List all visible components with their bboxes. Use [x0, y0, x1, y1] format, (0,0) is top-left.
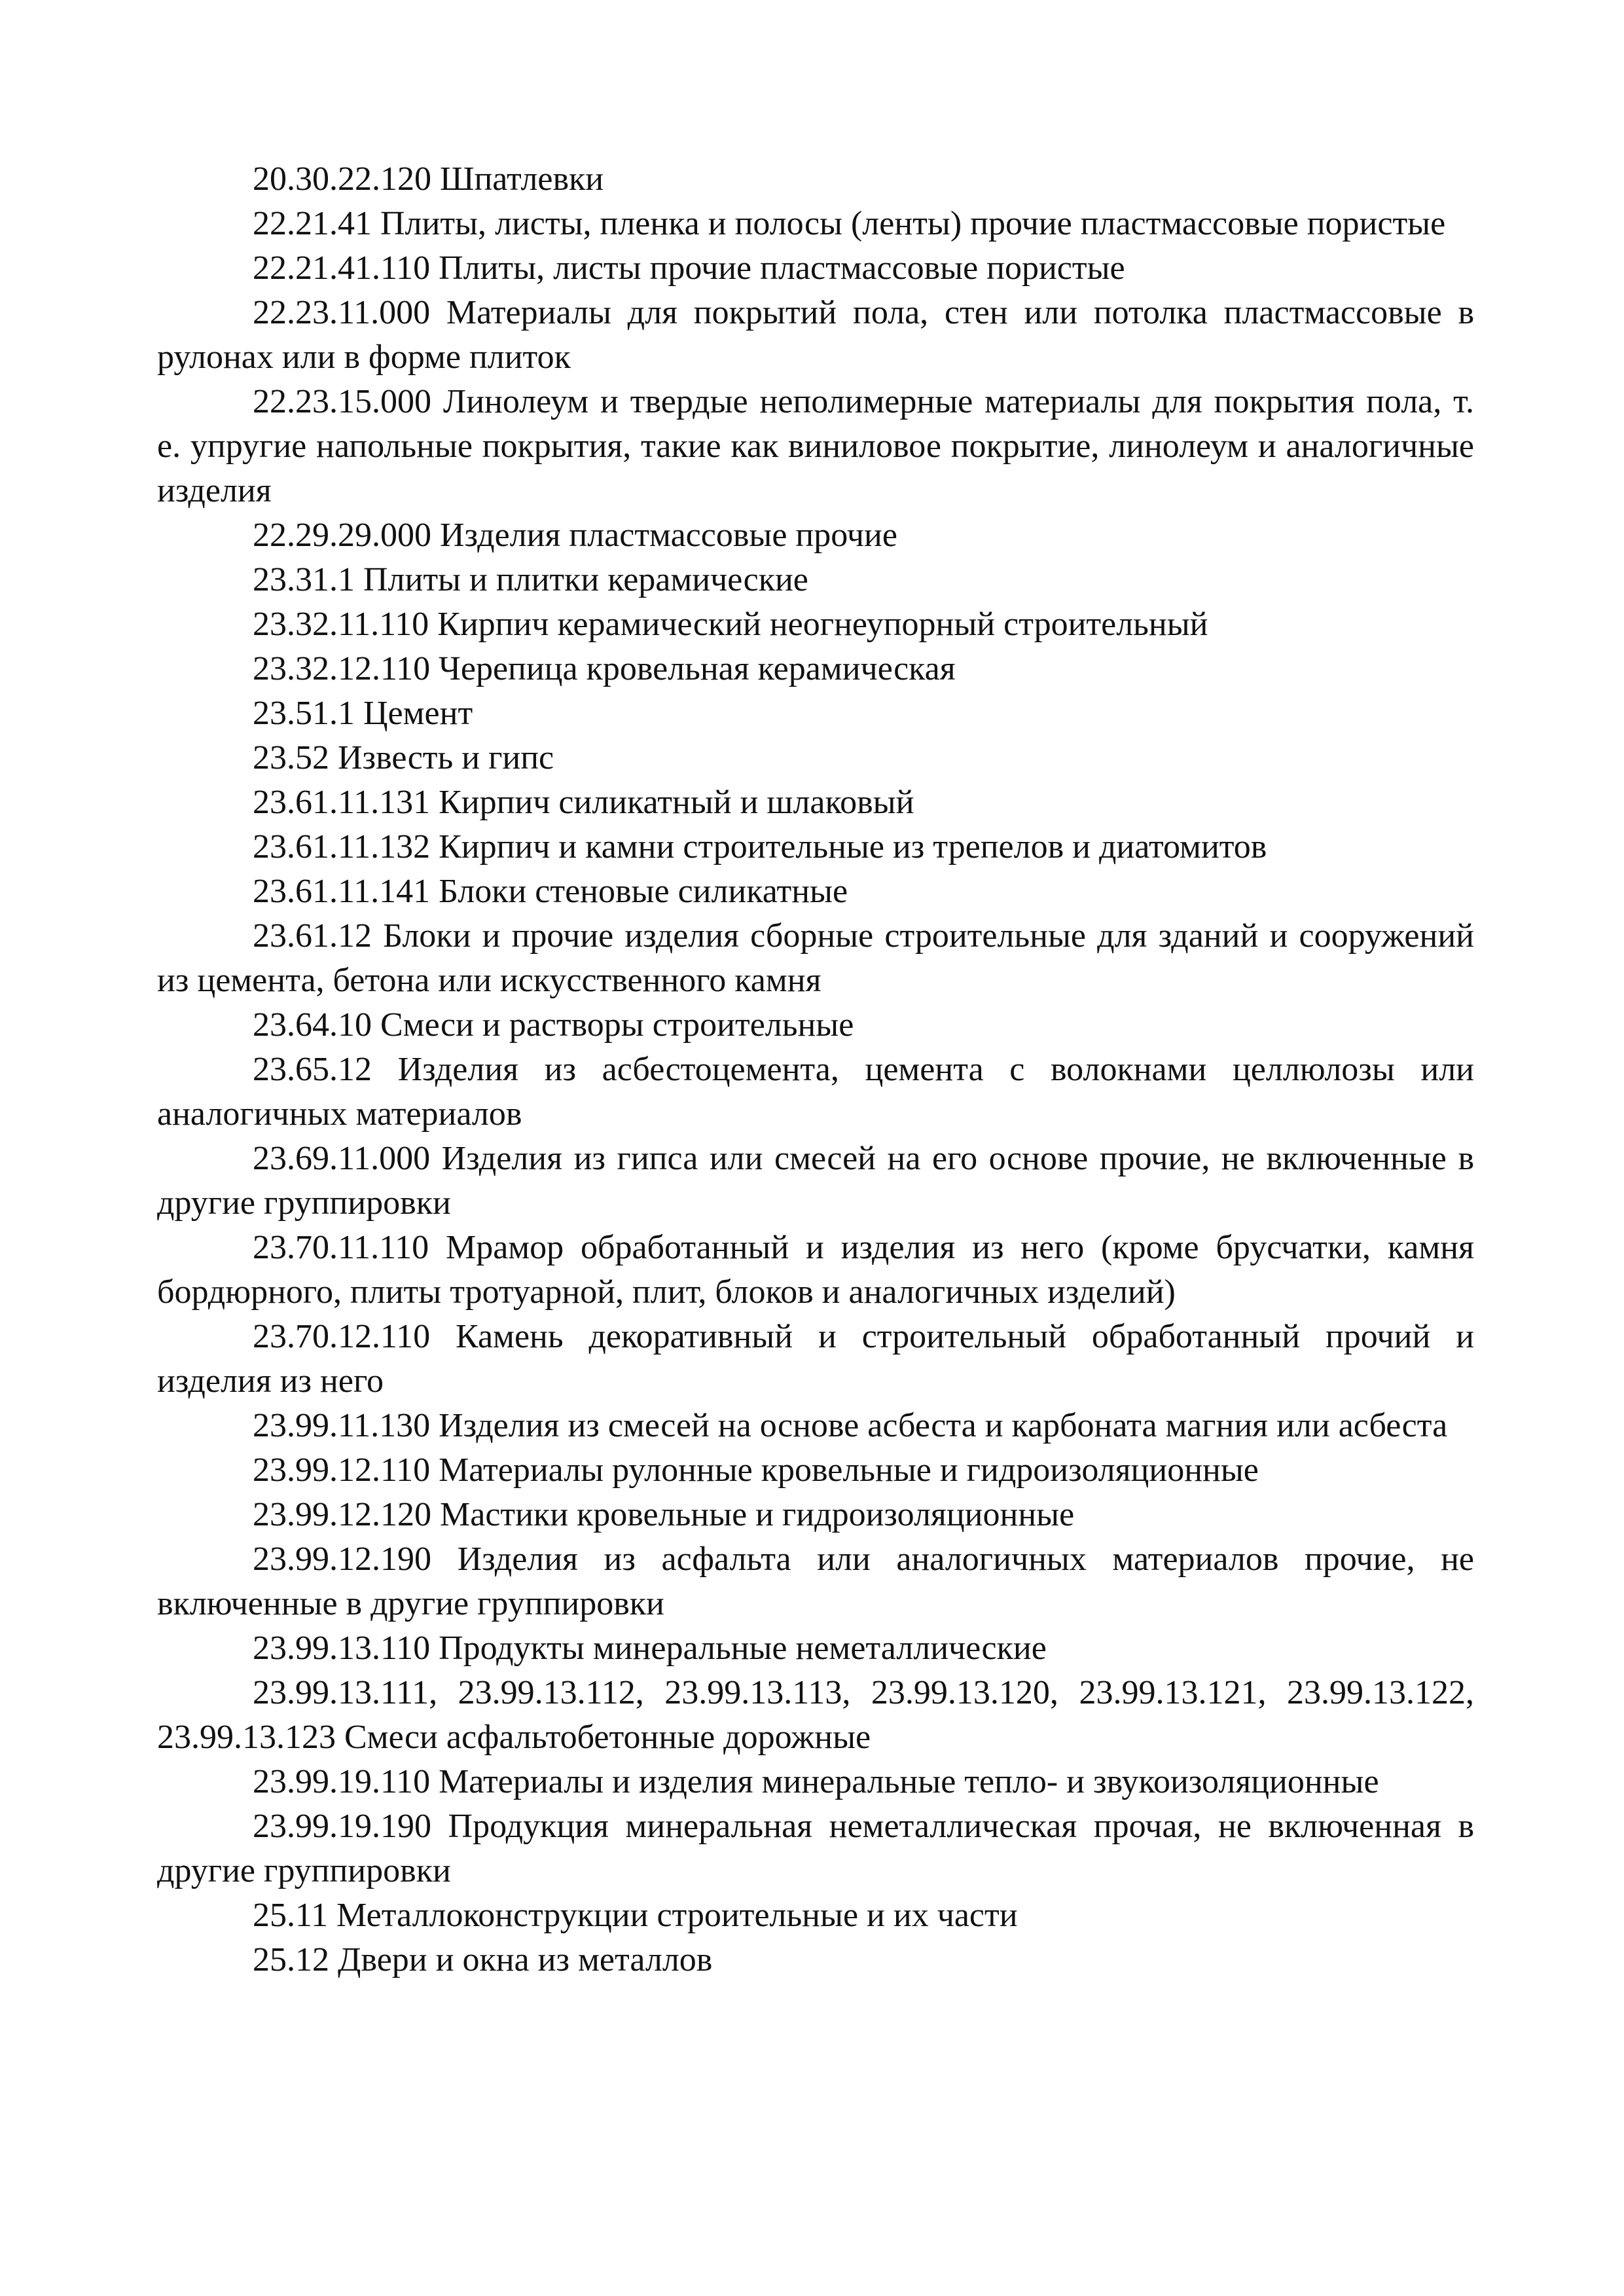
list-item: 23.99.13.111, 23.99.13.112, 23.99.13.113, 23.99.13.120, 23.99.13.121, 23.99.13.122, 23.99.13.123 Смеси асфальтобетонные дорожные: [157, 1674, 1474, 1756]
list-item: 23.32.12.110 Черепица кровельная керамическая: [253, 650, 956, 687]
list-item: 22.23.15.000 Линолеум и твердые неполимерные материалы для покрытия пола, т. е. упругие напольные покрытия, такие как виниловое покрытие, линолеум и аналогичные изделия: [157, 383, 1474, 509]
list-item: 23.99.19.110 Материалы и изделия минеральные тепло- и звукоизоляционные: [253, 1763, 1379, 1800]
list-item: 23.99.11.130 Изделия из смесей на основе асбеста и карбоната магния или асбеста: [253, 1407, 1448, 1444]
list-item: 23.61.11.131 Кирпич силикатный и шлаковый: [253, 784, 914, 821]
list-item: 23.31.1 Плиты и плитки керамические: [253, 561, 808, 598]
document-body: [157, 157, 1474, 1982]
list-item: 23.61.12 Блоки и прочие изделия сборные строительные для зданий и сооружений из цемента, бетона или искусственного камня: [157, 917, 1474, 999]
list-item: 23.99.13.110 Продукты минеральные неметаллические: [253, 1630, 1047, 1667]
list-item: 23.99.12.120 Мастики кровельные и гидроизоляционные: [253, 1496, 1075, 1533]
list-item: 25.12 Двери и окна из металлов: [253, 1941, 713, 1978]
list-item: 23.99.19.190 Продукция минеральная неметаллическая прочая, не включенная в другие группировки: [157, 1808, 1474, 1889]
list-item: 22.21.41.110 Плиты, листы прочие пластмассовые пористые: [253, 249, 1125, 287]
list-item: 23.65.12 Изделия из асбестоцемента, цемента с волокнами целлюлозы или аналогичных материалов: [157, 1051, 1474, 1133]
list-item: 23.69.11.000 Изделия из гипса или смесей на его основе прочие, не включенные в другие группировки: [157, 1140, 1474, 1222]
list-item: 23.99.12.110 Материалы рулонные кровельные и гидроизоляционные: [253, 1451, 1259, 1489]
list-item: 23.70.12.110 Камень декоративный и строительный обработанный прочий и изделия из него: [157, 1318, 1474, 1400]
list-item: 20.30.22.120 Шпатлевки: [253, 160, 604, 198]
list-item: 23.51.1 Цемент: [253, 695, 473, 732]
list-item: 22.29.29.000 Изделия пластмассовые прочие: [253, 517, 897, 554]
list-item: 22.23.11.000 Материалы для покрытий пола, стен или потолка пластмассовые в рулонах или в форме плиток: [157, 294, 1474, 376]
list-item: 23.61.11.141 Блоки стеновые силикатные: [253, 873, 848, 910]
list-item: 25.11 Металлоконструкции строительные и их части: [253, 1897, 1018, 1934]
list-item: 23.32.11.110 Кирпич керамический неогнеупорный строительный: [253, 606, 1208, 643]
list-item: 23.64.10 Смеси и растворы строительные: [253, 1006, 854, 1044]
list-item: 23.99.12.190 Изделия из асфальта или аналогичных материалов прочие, не включенные в другие группировки: [157, 1540, 1474, 1622]
list-item: 23.61.11.132 Кирпич и камни строительные из трепелов и диатомитов: [253, 828, 1267, 866]
list-item: 23.70.11.110 Мрамор обработанный и изделия из него (кроме брусчатки, камня бордюрного, плиты тротуарной, плит, блоков и аналогичных изделий): [157, 1229, 1474, 1311]
list-item: 23.52 Известь и гипс: [253, 739, 554, 776]
list-item: 22.21.41 Плиты, листы, пленка и полосы (ленты) прочие пластмассовые пористые: [253, 205, 1446, 242]
